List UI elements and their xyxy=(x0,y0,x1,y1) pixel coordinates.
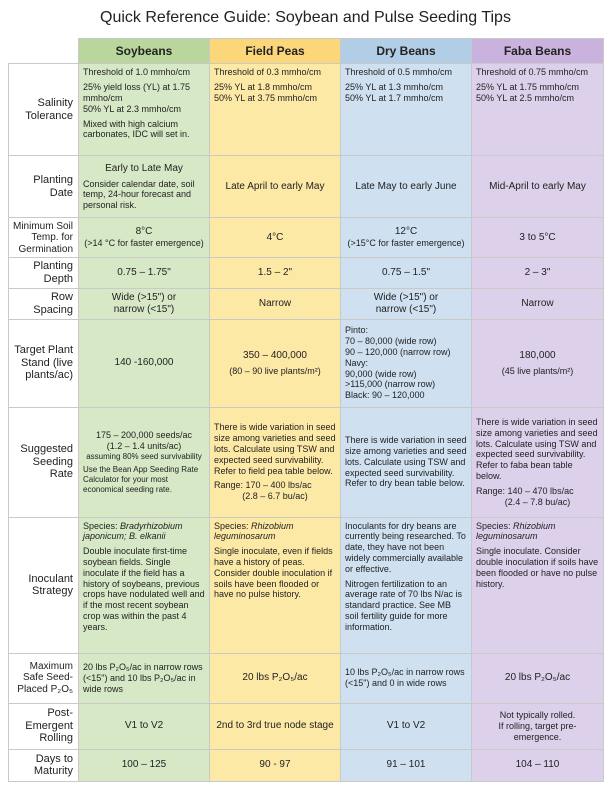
cell-text: Wide (>15") or xyxy=(111,291,177,303)
cell-text: Consider calendar date, soil temp, 24-hour forecast and personal risk. xyxy=(83,178,195,211)
cell-faba-beans xyxy=(472,407,604,517)
cell-text: 90,000 (wide row) xyxy=(345,368,417,379)
cell-text: There is wide variation in seed size among varieties and seed lots. Calculate using TSW and expected seed survivability. Refer to dry bean table below. xyxy=(345,435,467,489)
cell-text: 25% YL at 1.3 mmho/cm xyxy=(345,82,444,93)
header-soybeans: Soybeans xyxy=(79,39,210,64)
page-title: Quick Reference Guide: Soybean and Pulse Seeding Tips xyxy=(100,9,511,26)
cell-soybeans: V1 to V2 xyxy=(79,703,210,749)
cell-text: narrow (<15") xyxy=(375,303,437,315)
header-dry-beans: Dry Beans xyxy=(341,39,472,64)
cell-soybeans xyxy=(79,64,210,156)
header-field-peas: Field Peas xyxy=(210,39,341,64)
cell-field-peas: 1.5 – 2" xyxy=(210,258,341,288)
cell-soybeans xyxy=(79,517,210,653)
cell-field-peas xyxy=(210,517,341,653)
row-maturity xyxy=(9,749,604,781)
cell-text: There is wide variation in seed size among varieties and seed lots. Calculate using TSW and expected seed survivability. Refer to field pea table below. xyxy=(214,422,336,476)
row-label: Planting Depth xyxy=(9,258,79,288)
cell-field-peas: 2nd to 3rd true node stage xyxy=(210,703,341,749)
cell-text: 25% YL at 1.8 mmho/cm xyxy=(214,82,313,93)
cell-dry-beans: 0.75 – 1.5" xyxy=(341,258,472,288)
cell-soybeans: 100 – 125 xyxy=(79,749,210,781)
cell-text: 90 – 120,000 (narrow row) xyxy=(345,346,451,357)
species-prefix: Species: xyxy=(476,520,514,531)
cell-soybeans xyxy=(79,288,210,319)
cell-text: Single inoculate. Consider double inoculation if soils have been flooded or have no pulse history. xyxy=(476,546,599,589)
cell-dry-beans xyxy=(341,407,472,517)
row-label: Planting Date xyxy=(9,156,79,218)
cell-text: (>14 °C for faster emergence) xyxy=(84,238,204,249)
cell-faba-beans: 2 – 3" xyxy=(472,258,604,288)
cell-faba-beans xyxy=(472,319,604,407)
cell-dry-beans: V1 to V2 xyxy=(341,703,472,749)
cell-text: Black: 90 – 120,000 xyxy=(345,390,425,401)
cell-field-peas: 90 - 97 xyxy=(210,749,341,781)
row-label: Days to Maturity xyxy=(9,749,79,781)
row-inoculant xyxy=(9,517,604,653)
cell-field-peas xyxy=(210,319,341,407)
cell-dry-beans xyxy=(341,218,472,258)
row-rolling xyxy=(9,703,604,749)
cell-faba-beans: 104 – 110 xyxy=(472,749,604,781)
cell-text: 350 – 400,000 xyxy=(243,349,307,361)
row-min-soil-temp xyxy=(9,218,604,258)
cell-text: 50% YL at 2.3 mmho/cm xyxy=(83,103,182,114)
cell-text: Range: 140 – 470 lbs/ac xyxy=(476,485,574,496)
species-prefix: Species: xyxy=(214,520,252,531)
species-prefix: Species: xyxy=(83,520,121,531)
cell-field-peas xyxy=(210,64,341,156)
cell-text: Early to Late May xyxy=(105,162,183,174)
cell-text: Use the Bean App Seeding Rate Calculator for your most economical seeding rate. xyxy=(83,465,199,494)
cell-text: Wide (>15") or xyxy=(373,291,439,303)
cell-field-peas xyxy=(210,407,341,517)
cell-text: Threshold of 0.75 mmho/cm xyxy=(476,67,589,78)
row-label: Suggested Seeding Rate xyxy=(9,407,79,517)
cell-field-peas: Late April to early May xyxy=(210,156,341,218)
cell-text: (45 live plants/m²) xyxy=(501,365,574,376)
cell-text: Single inoculate, even if fields have a history of peas. Consider double inoculation if soils have been flooded or have no pulse history. xyxy=(214,546,333,600)
cell-soybeans xyxy=(79,156,210,218)
cell-text: Navy: xyxy=(345,357,369,368)
cell-faba-beans: 20 lbs P₂O₅/ac xyxy=(472,653,604,703)
cell-text: Not typically rolled. xyxy=(499,709,576,720)
cell-dry-beans: 10 lbs P₂O₅/ac in narrow rows (<15") and 0 in wide rows xyxy=(341,653,472,703)
cell-soybeans xyxy=(79,407,210,517)
cell-dry-beans xyxy=(341,319,472,407)
cell-field-peas: 20 lbs P₂O₅/ac xyxy=(210,653,341,703)
species-name: Bradyrhizobium japonicum; B. elkanii xyxy=(83,520,183,542)
row-label: Row Spacing xyxy=(9,288,79,319)
cell-text: Nitrogen fertilization to an average rate of 70 lbs N/ac is standard practice. See MB soil fertility guide for more information. xyxy=(345,578,463,632)
cell-text: 50% YL at 1.7 mmho/cm xyxy=(345,92,444,103)
row-label: Maximum Safe Seed-Placed P₂O₅ xyxy=(9,653,79,703)
cell-text: Pinto: xyxy=(345,325,369,336)
cell-text: 70 – 80,000 (wide row) xyxy=(345,336,437,347)
row-row-spacing xyxy=(9,288,604,319)
cell-soybeans: 140 -160,000 xyxy=(79,319,210,407)
row-label: Post-Emergent Rolling xyxy=(9,703,79,749)
cell-text: 8°C xyxy=(135,226,153,238)
cell-text: 25% YL at 1.75 mmho/cm xyxy=(476,82,580,93)
cell-dry-beans: Late May to early June xyxy=(341,156,472,218)
cell-soybeans: 20 lbs P₂O₅/ac in narrow rows (<15") and 10 lbs P₂O₅/ac in wide rows xyxy=(79,653,210,703)
cell-dry-beans xyxy=(341,288,472,319)
cell-text: 12°C xyxy=(394,226,418,238)
cell-field-peas: Narrow xyxy=(210,288,341,319)
cell-faba-beans xyxy=(472,703,604,749)
cell-text: (2.8 – 6.7 bu/ac) xyxy=(242,491,308,502)
cell-text: Double inoculate first-time soybean fields. Single inoculate if the field has a history of soybeans, previous crops have nodulated well and if the most recent soybean crop was within the past 4 years. xyxy=(83,546,205,632)
cell-soybeans xyxy=(79,218,210,258)
cell-dry-beans xyxy=(341,64,472,156)
species-name: Rhizobium leguminosarum xyxy=(214,520,294,542)
cell-soybeans: 0.75 – 1.75" xyxy=(79,258,210,288)
cell-faba-beans xyxy=(472,64,604,156)
row-label: Minimum Soil Temp. for Germination xyxy=(9,218,79,258)
cell-text: >115,000 (narrow row) xyxy=(345,379,436,390)
cell-text: 25% yield loss (YL) at 1.75 mmho/cm xyxy=(83,82,191,103)
cell-faba-beans: Narrow xyxy=(472,288,604,319)
header-row xyxy=(9,39,604,64)
row-max-p2o5 xyxy=(9,653,604,703)
cell-faba-beans xyxy=(472,517,604,653)
row-salinity xyxy=(9,64,604,156)
row-plant-stand xyxy=(9,319,604,407)
cell-dry-beans: 91 – 101 xyxy=(341,749,472,781)
cell-text: Range: 170 – 400 lbs/ac xyxy=(214,480,312,491)
cell-text: There is wide variation in seed size among varieties and seed lots. Calculate using TSW and expected seed survivability. Refer to faba bean table below. xyxy=(476,416,598,481)
row-seeding-rate xyxy=(9,407,604,517)
cell-faba-beans: 3 to 5°C xyxy=(472,218,604,258)
cell-text: (80 – 90 live plants/m²) xyxy=(229,365,321,376)
cell-field-peas: 4°C xyxy=(210,218,341,258)
row-label: Salinity Tolerance xyxy=(9,64,79,156)
cell-text: Inoculants for dry beans are currently being researched. To date, they have not been widely commercially available or effective. xyxy=(345,520,466,574)
cell-text: Threshold of 0.3 mmho/cm xyxy=(214,67,322,78)
row-label: Inoculant Strategy xyxy=(9,517,79,653)
cell-faba-beans: Mid-April to early May xyxy=(472,156,604,218)
cell-text: (2.4 – 7.8 bu/ac) xyxy=(504,496,571,507)
cell-dry-beans xyxy=(341,517,472,653)
header-faba-beans: Faba Beans xyxy=(472,39,604,64)
reference-table xyxy=(8,38,604,782)
cell-text: Mixed with high calcium carbonates, IDC will set in. xyxy=(83,118,190,140)
cell-text: 175 – 200,000 seeds/ac xyxy=(95,430,193,441)
row-planting-date xyxy=(9,156,604,218)
corner-cell xyxy=(9,39,79,64)
cell-text: 50% YL at 2.5 mmho/cm xyxy=(476,92,575,103)
cell-text: 180,000 xyxy=(519,349,556,361)
cell-text: 50% YL at 3.75 mmho/cm xyxy=(214,92,318,103)
row-planting-depth xyxy=(9,258,604,288)
cell-text: (1.2 – 1.4 units/ac) xyxy=(106,440,182,451)
cell-text: Threshold of 1.0 mmho/cm xyxy=(83,67,191,78)
row-label: Target Plant Stand (live plants/ac) xyxy=(9,319,79,407)
species-name: Rhizobium leguminosarum xyxy=(476,520,556,542)
cell-text: narrow (<15") xyxy=(113,303,175,315)
cell-text: Threshold of 0.5 mmho/cm xyxy=(345,67,453,78)
cell-text: assuming 80% seed survivability xyxy=(86,451,202,461)
cell-text: If rolling, target pre-emergence. xyxy=(498,720,577,742)
cell-text: (>15°C for faster emergence) xyxy=(347,238,465,249)
